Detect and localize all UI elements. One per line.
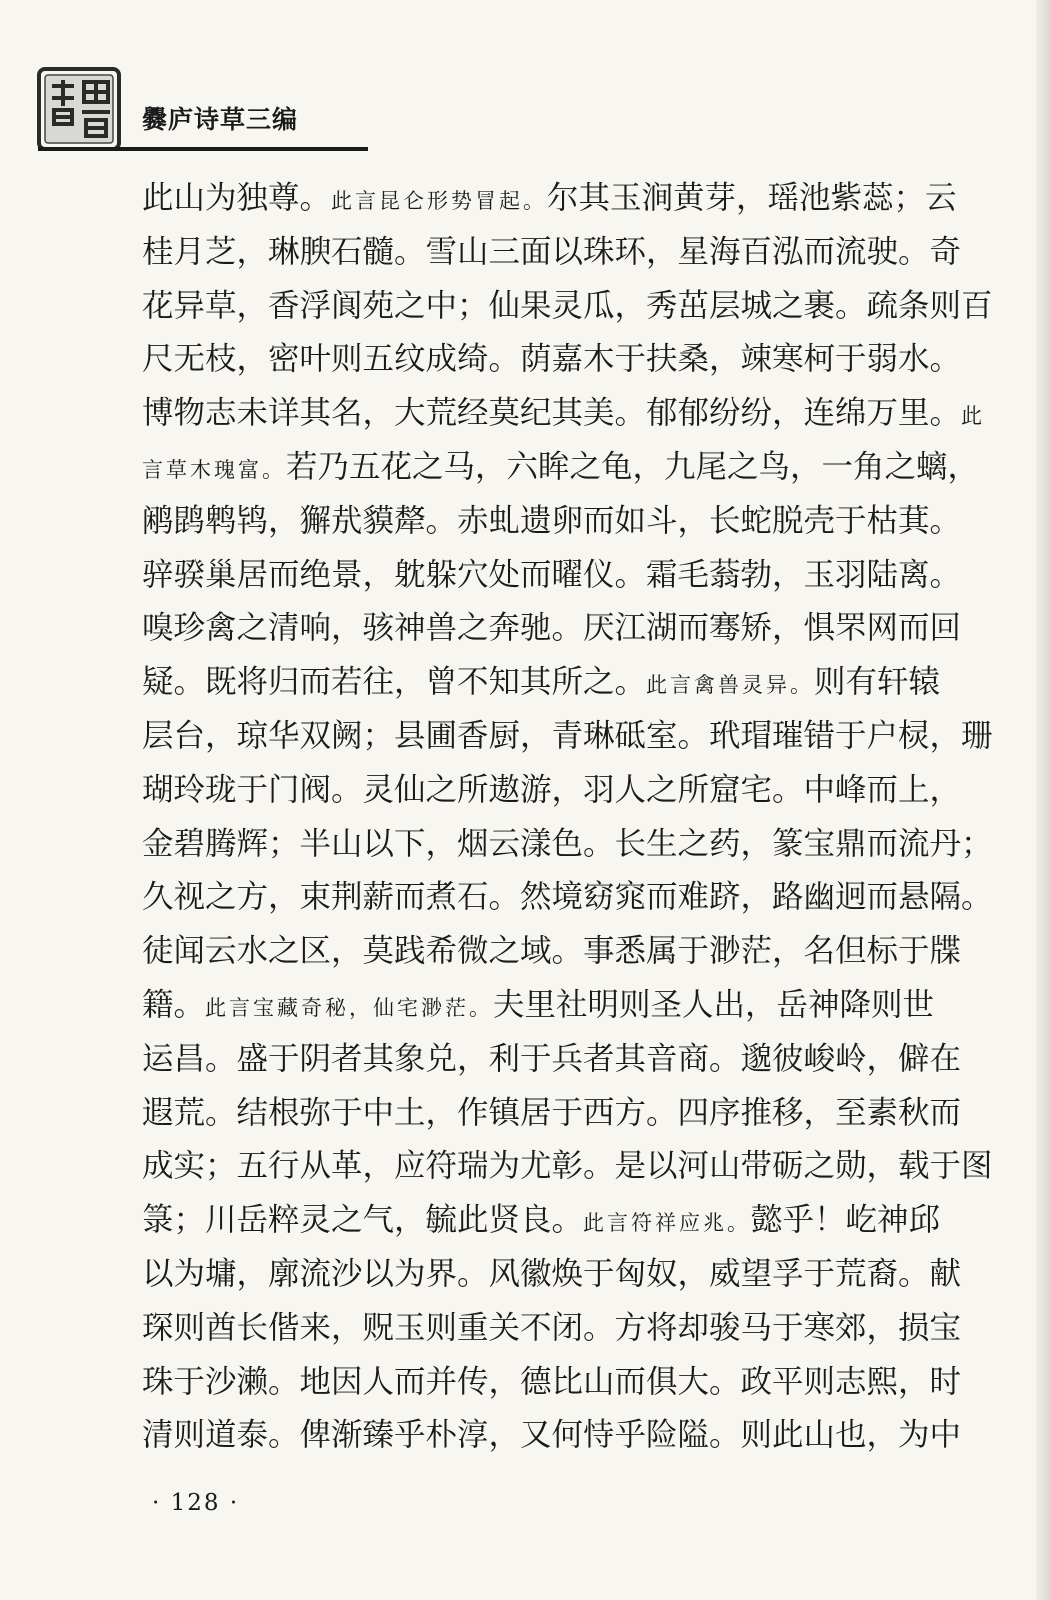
- annotation-note: 此言宝藏奇秘，仙宅渺茫。: [205, 995, 494, 1020]
- text-segment: 运昌。盛于阴者其象兑，利于兵者其音商。邈彼峻岭，僻在: [142, 1040, 962, 1077]
- text-segment: 鹇鹍鹎鸨，獬㢤貘犛。赤虬遗卵而如斗，长蛇脱壳于枯萁。: [142, 502, 962, 539]
- text-line: [142, 172, 984, 226]
- text-line: [142, 925, 984, 979]
- text-segment: 琛则酋长偕来，贶玉则重关不闭。方将却骏马于寒郊，损宝: [142, 1309, 962, 1346]
- seal-stamp-icon: [36, 66, 122, 152]
- text-line: [142, 1356, 984, 1410]
- page-number: · 128 ·: [152, 1490, 240, 1516]
- text-segment: 金碧腾辉；半山以下，烟云漾色。长生之药，篆宝鼎而流丹；: [142, 825, 993, 862]
- text-segment: 博物志未详其名，大荒经莫纪其美。郁郁纷纷，连绵万里。: [142, 395, 962, 432]
- text-segment: 尔其玉涧黄芽，瑶池紫蕊；云: [547, 180, 957, 216]
- annotation-note: 言草木瑰富。: [142, 457, 286, 482]
- text-segment: 层台，琼华双阙；县圃香厨，青琳砥室。玳瑁璀错于户棂，珊: [142, 717, 993, 754]
- text-line: [142, 1409, 984, 1463]
- text-line: [142, 333, 984, 387]
- text-line: [142, 1194, 984, 1248]
- text-line: [142, 280, 993, 334]
- text-segment: 籍。: [142, 986, 206, 1023]
- text-segment: 遐荒。结根弥于中土，作镇居于西方。四序推移，至素秋而: [142, 1094, 962, 1131]
- text-segment: 箓；川岳粹灵之气，毓此贤良。: [142, 1202, 584, 1239]
- text-line: [142, 1087, 984, 1141]
- text-line: [142, 1140, 993, 1194]
- book-title-header: 爨庐诗草三编: [142, 105, 299, 134]
- page-edge: [1036, 0, 1050, 1600]
- text-line: [142, 818, 993, 872]
- text-segment: 夫里社明则圣人出，岳神降则世: [493, 986, 935, 1023]
- text-segment: 嗅珍禽之清响，骇神兽之奔驰。厌江湖而骞矫，惧罘网而回: [142, 610, 962, 647]
- text-line: [142, 1248, 984, 1302]
- text-segment: 疑。既将归而若往，曾不知其所之。: [142, 664, 647, 701]
- text-line: [142, 1033, 984, 1087]
- annotation-note: 此言符祥应兆。: [583, 1211, 752, 1236]
- text-segment: 成实；五行从革，应符瑞为尤彰。是以河山带砺之勋，载于图: [142, 1148, 993, 1185]
- text-segment: 清则道泰。俾渐臻乎朴淳，又何恃乎险隘。则此山也，为中: [142, 1417, 962, 1454]
- annotation-note: 此言昆仑形势冒起。: [331, 189, 548, 213]
- text-line: [142, 441, 984, 495]
- text-line: [142, 226, 984, 280]
- header-rule: [38, 147, 368, 151]
- text-segment: 瑚玲珑于门阀。灵仙之所遨游，羽人之所窟宅。中峰而上，: [142, 771, 962, 808]
- text-segment: 珠于沙濑。地因人而并传，德比山而俱大。政平则志熙，时: [142, 1363, 962, 1400]
- text-line: [142, 710, 993, 764]
- text-segment: 懿乎！屹神邱: [751, 1202, 941, 1239]
- body-text: [142, 172, 993, 1463]
- text-segment: 以为墉，廓流沙以为界。风徽焕于匈奴，威望孚于荒裔。献: [142, 1255, 962, 1292]
- text-segment: 徒闻云水之区，莫践希微之域。事悉属于渺茫，名但标于牒: [142, 933, 962, 970]
- text-line: [142, 549, 984, 603]
- text-line: [142, 871, 993, 925]
- text-segment: 久视之方，束荆薪而煮石。然境窈窕而难跻，路幽迥而悬隔。: [142, 879, 993, 916]
- text-segment: 若乃五花之马，六眸之龟，九尾之鸟，一角之螭，: [286, 448, 980, 485]
- text-segment: 此山为独尊。: [142, 180, 332, 216]
- text-segment: 花异草，香浮阆苑之中；仙果灵瓜，秀茁层城之裹。疏条则百: [142, 287, 993, 324]
- text-line: [142, 387, 984, 441]
- text-line: [142, 602, 984, 656]
- text-segment: 尺无枝，密叶则五纹成绮。荫嘉木于扶桑，竦寒柯于弱水。: [142, 341, 962, 378]
- text-segment: 骍骙巢居而绝景，躭躲穴处而曜仪。霜毛蓊勃，玉羽陆离。: [142, 556, 962, 593]
- text-line: [142, 1302, 984, 1356]
- text-segment: 桂月芝，琳腴石髓。雪山三面以珠环，星海百泓而流驶。奇: [142, 233, 962, 270]
- text-line: [142, 979, 984, 1033]
- annotation-note: 此: [961, 404, 986, 429]
- text-line: [142, 764, 984, 818]
- text-line: [142, 656, 984, 710]
- annotation-note: 此言禽兽灵异。: [646, 673, 815, 698]
- text-segment: 则有轩辕: [814, 664, 941, 701]
- text-line: [142, 495, 984, 549]
